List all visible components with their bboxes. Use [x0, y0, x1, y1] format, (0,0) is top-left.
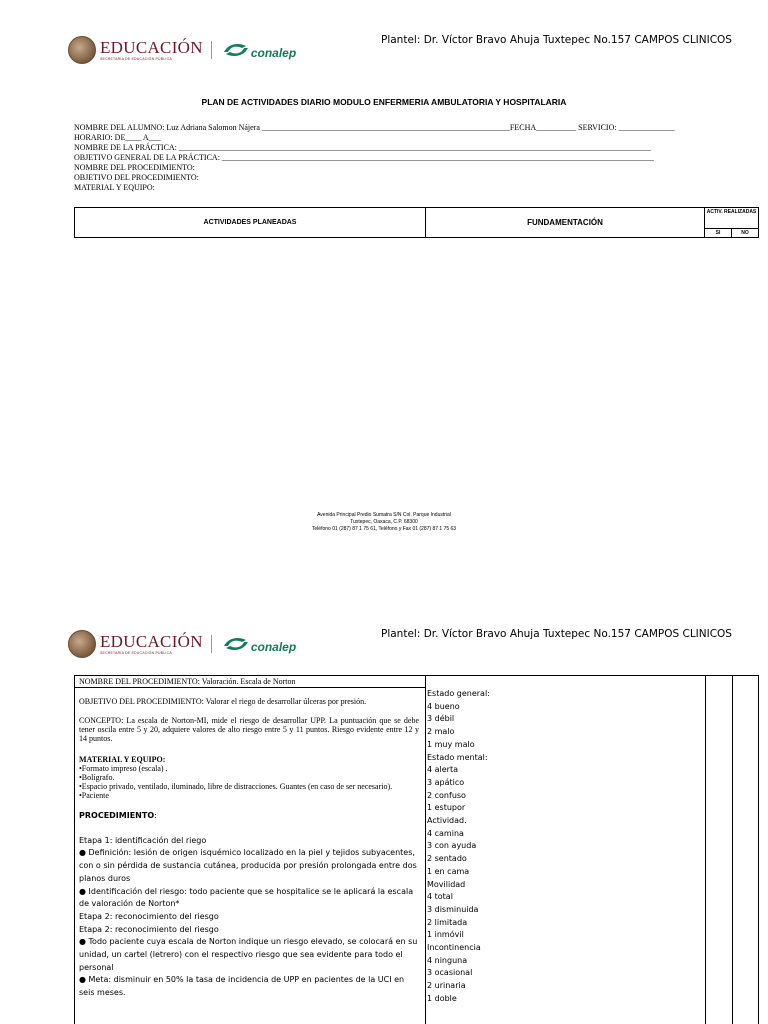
- step-line: Etapa 2: reconocimiento del riesgo: [79, 924, 219, 934]
- scale-line: 1 en cama: [427, 866, 470, 876]
- scale-line: 3 disminuida: [427, 904, 479, 914]
- educacion-logo-2: [68, 630, 296, 658]
- procedure-name-line: NOMBRE DEL PROCEDIMIENTO:: [74, 163, 195, 172]
- concept-paragraph: CONCEPTO: La escala de Norton-MI, mide el riesgo de desarrollar UPP. La puntuación que se debe tener oscila entre 5 y 20, adquiere valores de alto riesgo entre 5 y 11 puntos. Riesgo evidente entre 12 y 14 puntos.: [79, 716, 419, 743]
- material-item: •Bolígrafo.: [79, 773, 115, 782]
- scale-line: Actividad.: [427, 816, 467, 826]
- student-name-line: NOMBRE DEL ALUMNO: Luz Adriana Salomon Nájera ______________________________________________________________FECHA__________ SERVICIO: ______________: [74, 123, 675, 132]
- schedule-line: HORARIO: DE____ A___: [74, 133, 161, 142]
- rationale-header: FUNDAMENTACIÓN: [426, 208, 705, 237]
- procedure-objective-line: OBJETIVO DEL PROCEDIMIENTO:: [74, 173, 199, 182]
- footer-phone: Teléfono 01 (287) 87 1 75 61, Teléfono y Fax 01 (287) 87 1 75 63: [311, 526, 457, 532]
- scale-line: 3 ocasional: [427, 968, 473, 978]
- yes-column-label: SI: [705, 229, 732, 237]
- plantel-label-2: Plantel: Dr. Víctor Bravo Ahuja Tuxtepec No.157 CAMPOS CLINICOS: [381, 628, 732, 640]
- scale-line: 2 sentado: [427, 854, 467, 864]
- scale-line: Estado mental:: [427, 752, 488, 762]
- plantel-label: Plantel: Dr. Víctor Bravo Ahuja Tuxtepec No.157 CAMPOS CLINICOS: [381, 34, 732, 46]
- page-footer: [0, 512, 768, 533]
- scale-line: 3 débil: [427, 714, 455, 724]
- mexico-seal-icon: [68, 630, 96, 658]
- scale-line: 4 ninguna: [427, 955, 468, 965]
- conalep-logo-icon: [222, 636, 250, 652]
- step-line: ● Meta: disminuir en 50% la tasa de incidencia de UPP en pacientes de la UCI en seis meses.: [79, 975, 405, 998]
- sep-subtitle: SECRETARÍA DE EDUCACIÓN PÚBLICA: [100, 650, 172, 655]
- student-form: [74, 123, 675, 193]
- done-activities-label: ACTIV. REALIZADAS: [706, 209, 757, 215]
- activities-header: ACTIVIDADES PLANEADAS: [75, 208, 426, 237]
- scale-line: 3 con ayuda: [427, 841, 477, 851]
- conalep-wordmark: conalep: [250, 46, 297, 60]
- scale-line: Incontinencia: [427, 943, 481, 953]
- educacion-wordmark: EDUCACIÓN: [100, 631, 203, 651]
- scale-line: 4 bueno: [427, 701, 460, 711]
- footer-address: Avenida Principal Predio Sumatra S/N Col. Parque Industrial: [317, 512, 451, 518]
- step-line: ● Todo paciente cuya escala de Norton indique un riesgo elevado, se colocará en su unidad, un cartel (letrero) con el respectivo riesgo que sea evidente para todo el personal: [79, 937, 418, 972]
- scale-line: 2 malo: [427, 727, 455, 737]
- general-objective-line: OBJETIVO GENERAL DE LA PRÁCTICA: ____________________________________________________________________________________________________________: [74, 153, 654, 162]
- done-activities-header: [705, 208, 758, 237]
- scale-line: 4 alerta: [427, 765, 459, 775]
- norton-scale-column: [427, 688, 697, 1006]
- procedure-name: NOMBRE DEL PROCEDIMIENTO: Valoración. Escala de Norton: [79, 677, 296, 686]
- procedure-column: [79, 676, 419, 1000]
- step-line: Etapa 1: identificación del riego: [79, 835, 207, 845]
- scale-line: 2 limitada: [427, 917, 468, 927]
- practice-name-line: NOMBRE DE LA PRÁCTICA: ______________________________________________________________________________________________________________________: [74, 143, 651, 152]
- page-title: PLAN DE ACTIVIDADES DIARIO MODULO ENFERMERIA AMBULATORIA Y HOSPITALARIA: [201, 97, 567, 107]
- conalep-logo-icon: [222, 42, 250, 58]
- logo-divider: [211, 635, 212, 653]
- scale-line: 1 estupor: [427, 803, 466, 813]
- sep-subtitle: SECRETARÍA DE EDUCACIÓN PÚBLICA: [100, 56, 172, 61]
- scale-line: Movilidad: [427, 879, 466, 889]
- footer-city: Tuxtepec, Oaxaca, C.P. 68300: [350, 519, 418, 525]
- material-item: •Formato impreso (escala) .: [79, 764, 168, 773]
- plan-table-header: [74, 207, 759, 238]
- scale-line: 3 apático: [427, 777, 465, 787]
- procedure-title: PROCEDIMIENTO:: [79, 811, 157, 820]
- scale-line: 1 doble: [427, 993, 457, 1003]
- material-line: MATERIAL Y EQUIPO:: [74, 183, 155, 192]
- step-line: ● Definición: lesión de origen isquémico localizado en la piel y tejidos subyacentes, con o sin pérdida de sustancia cutánea, producida por presión prolongada entre dos planos duros: [79, 848, 417, 883]
- mexico-seal-icon: [68, 36, 96, 64]
- scale-line: 1 muy malo: [427, 739, 475, 749]
- step-line: ● Identificación del riesgo: todo paciente que se hospitalice se le aplicará la escala de valoración de Norton*: [79, 886, 414, 909]
- scale-line: 4 camina: [427, 828, 464, 838]
- material-item: •Espacio privado, ventilado, iluminado, libre de distracciones. Guantes (en caso de ser necesario).: [79, 782, 393, 791]
- scale-line: Estado general:: [427, 689, 490, 698]
- scale-line: 2 urinaria: [427, 981, 466, 991]
- conalep-wordmark: conalep: [250, 640, 297, 654]
- procedure-objective: OBJETIVO DEL PROCEDIMIENTO: Valorar el riego de desarrollar úlceras por presión.: [79, 697, 367, 706]
- educacion-wordmark: EDUCACIÓN: [100, 37, 203, 57]
- scale-line: 2 confuso: [427, 790, 466, 800]
- educacion-logo: [68, 36, 296, 64]
- logo-divider: [211, 41, 212, 59]
- procedure-table: [74, 675, 759, 1024]
- material-title: MATERIAL Y EQUIPO:: [79, 755, 166, 764]
- scale-line: 1 inmóvil: [427, 930, 464, 940]
- step-line: Etapa 2: reconocimiento del riesgo: [79, 911, 219, 921]
- no-column-label: NO: [741, 230, 749, 236]
- material-item: •Paciente: [79, 791, 109, 800]
- scale-line: 4 total: [427, 892, 453, 902]
